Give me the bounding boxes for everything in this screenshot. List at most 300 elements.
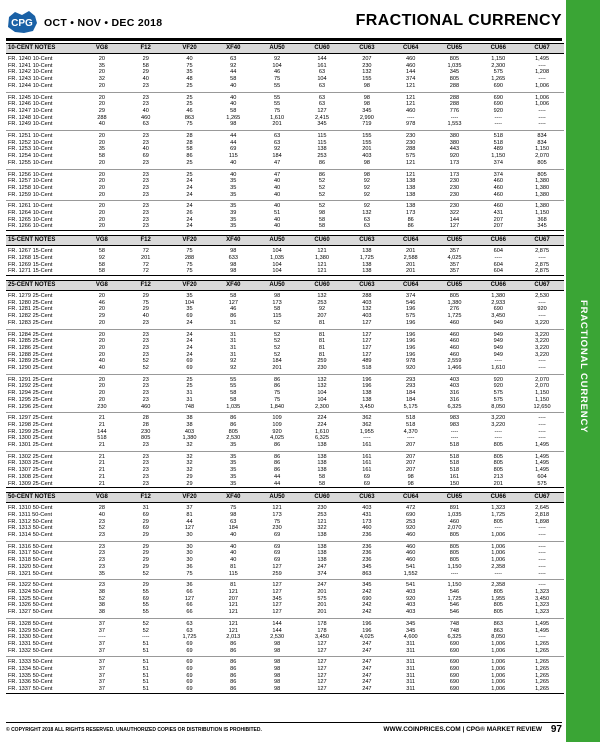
note-label: FR. 1259 10-Cent [6, 192, 80, 201]
price-cell: 253 [317, 299, 327, 306]
price-cell: 23 [142, 178, 149, 185]
price-cell: 184 [228, 525, 238, 532]
price-cell: 403 [362, 505, 372, 512]
price-cell: ---- [538, 525, 546, 532]
price-cell: ---- [494, 254, 502, 261]
price-cell: 31 [211, 320, 255, 329]
price-cell: 1,380 [491, 292, 506, 299]
price-cell: 138 [299, 442, 345, 451]
price-cell: 20 [98, 216, 106, 223]
price-cell: 37 [98, 640, 106, 647]
price-cell: 1,150 [535, 146, 550, 153]
price-cell: 1,323 [535, 602, 550, 609]
note-label: FR. 1327 50-Cent [6, 609, 80, 618]
price-cell: 32 [98, 76, 106, 83]
price-cell: 460 [124, 404, 168, 413]
price-cell: 98 [255, 648, 299, 657]
price-cell: 3,220 [535, 338, 550, 345]
price-cell: 29 [142, 306, 149, 313]
price-cell: 40 [230, 550, 237, 557]
price-cell: 58 [273, 306, 281, 313]
price-cell: ---- [494, 358, 502, 365]
price-cell: 20 [80, 223, 124, 230]
table-row [6, 596, 564, 603]
price-cell: 55 [273, 94, 281, 101]
price-cell: 242 [345, 609, 389, 618]
note-label: FR. 1288 25-Cent [8, 351, 53, 358]
price-cell: 288 [449, 101, 460, 108]
price-cell: 51 [142, 640, 149, 647]
price-cell: 86 [230, 415, 237, 422]
price-cell: 55 [230, 383, 237, 390]
price-cell: 236 [362, 550, 372, 557]
price-cell: 460 [406, 62, 416, 69]
price-cell: 230 [299, 365, 345, 374]
note-label: FR. 1302 25-Cent [8, 453, 53, 460]
price-cell: 32 [186, 460, 193, 467]
price-cell: 127 [299, 648, 345, 657]
note-label: FR. 1308 25-Cent [8, 473, 53, 480]
price-cell: 25 [186, 94, 193, 101]
price-cell: 86 [273, 460, 281, 467]
table-row [6, 146, 564, 153]
price-cell: 1,006 [520, 83, 564, 92]
price-cell: 23 [142, 94, 149, 101]
price-cell: 40 [98, 358, 106, 365]
price-cell: 178 [317, 627, 327, 634]
price-cell: 2,645 [535, 505, 550, 512]
price-cell: 46 [230, 306, 237, 313]
cpg-logo-icon [6, 10, 38, 34]
price-cell: ---- [538, 114, 546, 121]
price-cell: 362 [362, 415, 372, 422]
price-cell: 1,380 [520, 192, 564, 201]
price-cell: 4,600 [403, 634, 418, 641]
grade-column-header: CU64 [389, 493, 433, 503]
note-label: FR. 1317 50-Cent [8, 550, 53, 557]
price-cell: 37 [98, 620, 106, 627]
price-cell: 207 [406, 460, 416, 467]
price-cell: 805 [493, 518, 503, 525]
price-cell: 518 [406, 415, 416, 422]
price-cell: 374 [299, 571, 345, 580]
table-row [6, 435, 564, 442]
price-cell: 23 [142, 473, 149, 480]
price-cell: 403 [406, 589, 416, 595]
price-cell: 460 [449, 338, 460, 345]
price-cell: 201 [406, 248, 416, 255]
note-label: FR. 1279 25-Cent [8, 292, 53, 299]
price-cell: 44 [230, 69, 237, 76]
table-row [6, 679, 564, 686]
price-cell: 138 [317, 467, 327, 474]
price-cell: 690 [493, 306, 503, 313]
grade-column-header: CU63 [345, 44, 389, 54]
price-cell: 75 [168, 571, 212, 580]
price-cell: 86 [273, 383, 281, 390]
price-cell: 345 [362, 563, 372, 570]
price-cell: 66 [186, 602, 193, 609]
price-cell: 288 [449, 94, 460, 101]
price-cell: 81 [230, 582, 237, 589]
table-row [6, 571, 564, 580]
price-cell: 86 [273, 453, 281, 460]
price-cell: 403 [362, 313, 372, 320]
price-cell: 460 [493, 203, 503, 210]
table-row [6, 628, 564, 635]
table-row [6, 550, 564, 557]
price-cell: 2,070 [535, 383, 550, 390]
grade-column-header: VG8 [80, 493, 124, 503]
price-cell: 30 [186, 543, 193, 550]
section-title: 50-CENT NOTES [6, 493, 80, 503]
price-cell: 518 [97, 435, 107, 442]
price-cell: 72 [142, 248, 149, 255]
table-row [6, 329, 564, 338]
price-cell: 92 [211, 365, 255, 374]
price-cell: 805 [433, 532, 477, 541]
footer-site[interactable]: WWW.COINPRICES.COM | CPG® MARKET REVIEW [383, 726, 542, 733]
price-cell: 44 [186, 518, 193, 525]
price-cell: 2,070 [535, 376, 550, 383]
price-cell: 121 [406, 94, 416, 101]
grade-column-header: CU60 [299, 44, 345, 54]
price-cell: ---- [141, 634, 150, 641]
table-row [6, 210, 564, 217]
price-cell: 920 [449, 153, 460, 160]
price-cell: 1,610 [270, 114, 285, 121]
note-label: FR. 1335 50-Cent [8, 672, 53, 679]
price-cell: ---- [538, 358, 546, 365]
price-cell: 98 [273, 666, 281, 673]
price-cell: 37 [98, 627, 106, 634]
price-cell: 173 [272, 511, 282, 518]
price-cell: 161 [317, 62, 327, 69]
price-cell: 20 [98, 338, 106, 345]
price-cell: 127 [362, 351, 372, 358]
price-cell: 30 [186, 557, 193, 564]
table-row [6, 101, 564, 108]
price-cell: 24 [186, 338, 193, 345]
price-cell: 3,450 [314, 634, 329, 641]
price-cell: 1,495 [535, 467, 550, 474]
price-cell: 983 [449, 415, 460, 422]
price-cell: 40 [142, 313, 149, 320]
grade-column-header: VG8 [80, 236, 124, 246]
note-label: FR. 1330 50-Cent [8, 634, 53, 641]
price-cell: 1,323 [520, 609, 564, 618]
price-cell: 575 [493, 396, 503, 403]
price-cell: 92 [273, 56, 281, 62]
price-cell: 86 [230, 640, 237, 647]
price-cell: ---- [520, 121, 564, 130]
price-cell: 489 [493, 146, 503, 153]
price-cell: 1,725 [182, 634, 197, 641]
price-cell: 460 [406, 557, 416, 564]
price-cell: 23 [98, 557, 106, 564]
price-cell: 40 [273, 203, 281, 210]
price-cell: 104 [317, 396, 327, 403]
price-cell: 37 [80, 648, 124, 657]
price-cell: 23 [142, 351, 149, 358]
price-cell: 23 [98, 582, 106, 589]
price-cell: 1,035 [270, 254, 285, 261]
price-cell: 2,300 [491, 62, 506, 69]
price-cell: 86 [211, 686, 255, 693]
price-cell: 144 [272, 620, 282, 627]
price-cell: 575 [493, 390, 503, 397]
price-cell: 1,955 [491, 595, 506, 602]
price-cell: 1,150 [491, 153, 506, 160]
price-cell: 345 [520, 223, 564, 230]
price-cell: 115 [317, 133, 327, 140]
price-cell: 58 [230, 107, 237, 114]
page-number: 97 [550, 724, 562, 735]
price-cell: 98 [230, 248, 237, 255]
table-row [6, 397, 564, 404]
grade-column-header: CU63 [345, 280, 389, 290]
price-cell: 55 [273, 101, 281, 108]
price-cell: 92 [98, 254, 106, 261]
table-row [6, 589, 564, 596]
price-cell: 20 [80, 192, 124, 201]
price-cell: 75 [273, 390, 281, 397]
price-cell: 23 [98, 550, 106, 557]
price-cell: 23 [124, 192, 168, 201]
price-cell: 138 [389, 192, 433, 201]
table-header-row [6, 44, 564, 54]
price-cell: 1,150 [535, 396, 550, 403]
price-cell: 81 [318, 344, 326, 351]
price-cell: 23 [142, 390, 149, 397]
table-row [6, 602, 564, 609]
note-label: FR. 1298 25-Cent [8, 421, 53, 428]
price-cell: 247 [317, 582, 327, 589]
price-cell: 460 [141, 114, 151, 121]
price-cell: 3,220 [535, 331, 550, 338]
price-cell: 155 [362, 76, 372, 83]
price-cell: 1,725 [359, 254, 374, 261]
price-cell: ---- [538, 254, 546, 261]
price-cell: 161 [362, 453, 372, 460]
table-row [6, 641, 564, 648]
price-cell: 31 [186, 396, 193, 403]
price-cell: 36 [186, 582, 193, 589]
note-label: FR. 1322 50-Cent [8, 582, 53, 589]
price-cell: 55 [255, 83, 299, 92]
price-cell: 127 [433, 223, 477, 230]
price-cell: ---- [538, 435, 546, 442]
price-cell: 35 [211, 481, 255, 488]
price-cell: 69 [142, 511, 149, 518]
table-row [6, 160, 564, 169]
price-cell: 51 [124, 648, 168, 657]
price-cell: 121 [317, 261, 327, 268]
price-cell: 37 [98, 672, 106, 679]
price-cell: 69 [168, 686, 212, 693]
table-row [6, 121, 564, 130]
price-cell: 46 [273, 69, 281, 76]
price-cell: 316 [449, 396, 460, 403]
price-cell: 20 [98, 133, 106, 140]
price-cell: 29 [142, 557, 149, 564]
price-cell: 1,006 [476, 532, 520, 541]
table-row [6, 76, 564, 83]
price-cell: 69 [168, 365, 212, 374]
price-cell: 1,006 [491, 543, 506, 550]
price-cell: 35 [80, 571, 124, 580]
table-row [6, 532, 564, 541]
price-cell: 230 [141, 428, 151, 435]
price-cell: 23 [142, 344, 149, 351]
price-cell: 690 [406, 511, 416, 518]
price-cell: 2,530 [226, 435, 241, 442]
table-row [6, 115, 564, 122]
grade-column-header: CU65 [433, 280, 477, 290]
price-cell: 35 [230, 473, 237, 480]
price-cell: 23 [142, 453, 149, 460]
price-cell: 35 [230, 453, 237, 460]
price-cell: 24 [168, 192, 212, 201]
price-cell: 24 [186, 216, 193, 223]
grade-column-header: CU66 [476, 236, 520, 246]
note-label: FR. 1313 50-Cent [8, 525, 53, 532]
table-row [6, 666, 564, 673]
note-label: FR. 1267 15-Cent [8, 248, 53, 255]
price-cell: 127 [272, 589, 282, 595]
table-row [6, 131, 564, 140]
price-cell: 1,380 [182, 435, 197, 442]
price-cell: 345 [406, 620, 416, 627]
price-cell: 518 [493, 139, 503, 146]
price-tables [6, 43, 562, 694]
price-cell: 196 [406, 331, 416, 338]
price-cell: 518 [449, 460, 460, 467]
price-cell: 460 [449, 344, 460, 351]
price-cell: 35 [211, 442, 255, 451]
price-cell: 58 [98, 153, 106, 160]
note-label: FR. 1242 10-Cent [8, 69, 53, 76]
price-cell: 805 [493, 460, 503, 467]
price-cell: 37 [98, 666, 106, 673]
price-cell: 920 [406, 595, 416, 602]
price-cell: 104 [184, 299, 195, 306]
price-cell: 247 [345, 686, 389, 693]
price-cell: 69 [230, 146, 237, 153]
price-cell: 121 [228, 589, 238, 595]
price-cell: 31 [230, 331, 237, 338]
price-cell: 247 [362, 679, 372, 686]
price-cell: 21 [98, 473, 106, 480]
price-cell: 58 [299, 481, 345, 488]
table-row [6, 69, 564, 76]
note-label: FR. 1325 50-Cent [8, 595, 53, 602]
price-cell: 2,013 [226, 634, 241, 641]
price-cell: 201 [406, 261, 416, 268]
price-table [6, 492, 564, 694]
price-cell: 86 [389, 223, 433, 230]
price-cell: 431 [362, 511, 372, 518]
price-cell: 31 [230, 338, 237, 345]
price-cell: 86 [211, 648, 255, 657]
price-cell: 23 [98, 563, 106, 570]
price-cell: 104 [317, 76, 327, 83]
note-label: FR. 1309 25-Cent [6, 481, 80, 488]
price-cell: 345 [362, 107, 372, 114]
price-cell: 1,725 [447, 595, 462, 602]
note-label: FR. 1303 25-Cent [8, 460, 53, 467]
price-cell: 92 [363, 178, 370, 185]
price-cell: 155 [362, 139, 372, 146]
price-cell: ---- [406, 435, 415, 442]
price-cell: 138 [345, 268, 389, 275]
price-cell: 26 [186, 210, 193, 217]
price-cell: ---- [538, 313, 546, 320]
price-cell: 127 [362, 344, 372, 351]
price-cell: 38 [80, 609, 124, 618]
price-cell: 196 [406, 351, 416, 358]
table-row [6, 169, 564, 178]
header-rule [6, 38, 562, 41]
price-cell: 374 [406, 292, 416, 299]
copyright-notice: © COPYRIGHT 2018 ALL RIGHTS RESERVED. UNAUTHORIZED COPIES OR DISTRIBUTION IS PROHIBITED. [6, 727, 262, 733]
price-cell: 75 [168, 268, 212, 275]
price-cell: 144 [272, 627, 282, 634]
price-cell: 55 [230, 376, 237, 383]
price-cell: 4,025 [447, 254, 462, 261]
price-cell: 40 [255, 223, 299, 230]
price-cell: 20 [98, 69, 106, 76]
price-cell: 288 [406, 146, 416, 153]
price-cell: 63 [186, 620, 193, 627]
price-cell: 98 [273, 659, 281, 666]
price-cell: 362 [362, 421, 372, 428]
price-cell: 230 [362, 62, 372, 69]
price-cell: 25 [168, 83, 212, 92]
price-cell: 155 [362, 133, 372, 140]
price-cell: 311 [389, 686, 433, 693]
note-label: FR. 1265 10-Cent [8, 216, 53, 223]
price-cell: 805 [476, 442, 520, 451]
section-title: 10-CENT NOTES [6, 44, 80, 54]
table-row [6, 63, 564, 70]
price-cell: 109 [272, 421, 282, 428]
price-cell: 25 [186, 376, 193, 383]
price-cell: 86 [407, 216, 414, 223]
price-cell: 92 [363, 203, 370, 210]
price-cell: 1,725 [447, 313, 462, 320]
price-cell: 201 [317, 589, 327, 595]
note-label: FR. 1299 25-Cent [8, 428, 53, 435]
price-cell: ---- [538, 299, 546, 306]
grade-column-header: CU65 [433, 493, 477, 503]
note-label: FR. 1266 10-Cent [6, 223, 80, 230]
price-cell: 115 [211, 571, 255, 580]
price-cell: 29 [98, 107, 106, 114]
price-cell: 230 [80, 404, 124, 413]
price-cell: 138 [362, 390, 372, 397]
note-label: FR. 1286 25-Cent [8, 344, 53, 351]
price-cell: 374 [406, 76, 416, 83]
price-cell: 1,495 [535, 627, 550, 634]
price-cell: ---- [450, 114, 459, 121]
price-cell: 132 [362, 306, 372, 313]
price-cell: 115 [228, 153, 238, 160]
price-cell: 92 [230, 358, 237, 365]
price-cell: 58 [299, 223, 345, 230]
price-cell: 58 [230, 396, 237, 403]
logo-text: CPG [11, 18, 33, 29]
